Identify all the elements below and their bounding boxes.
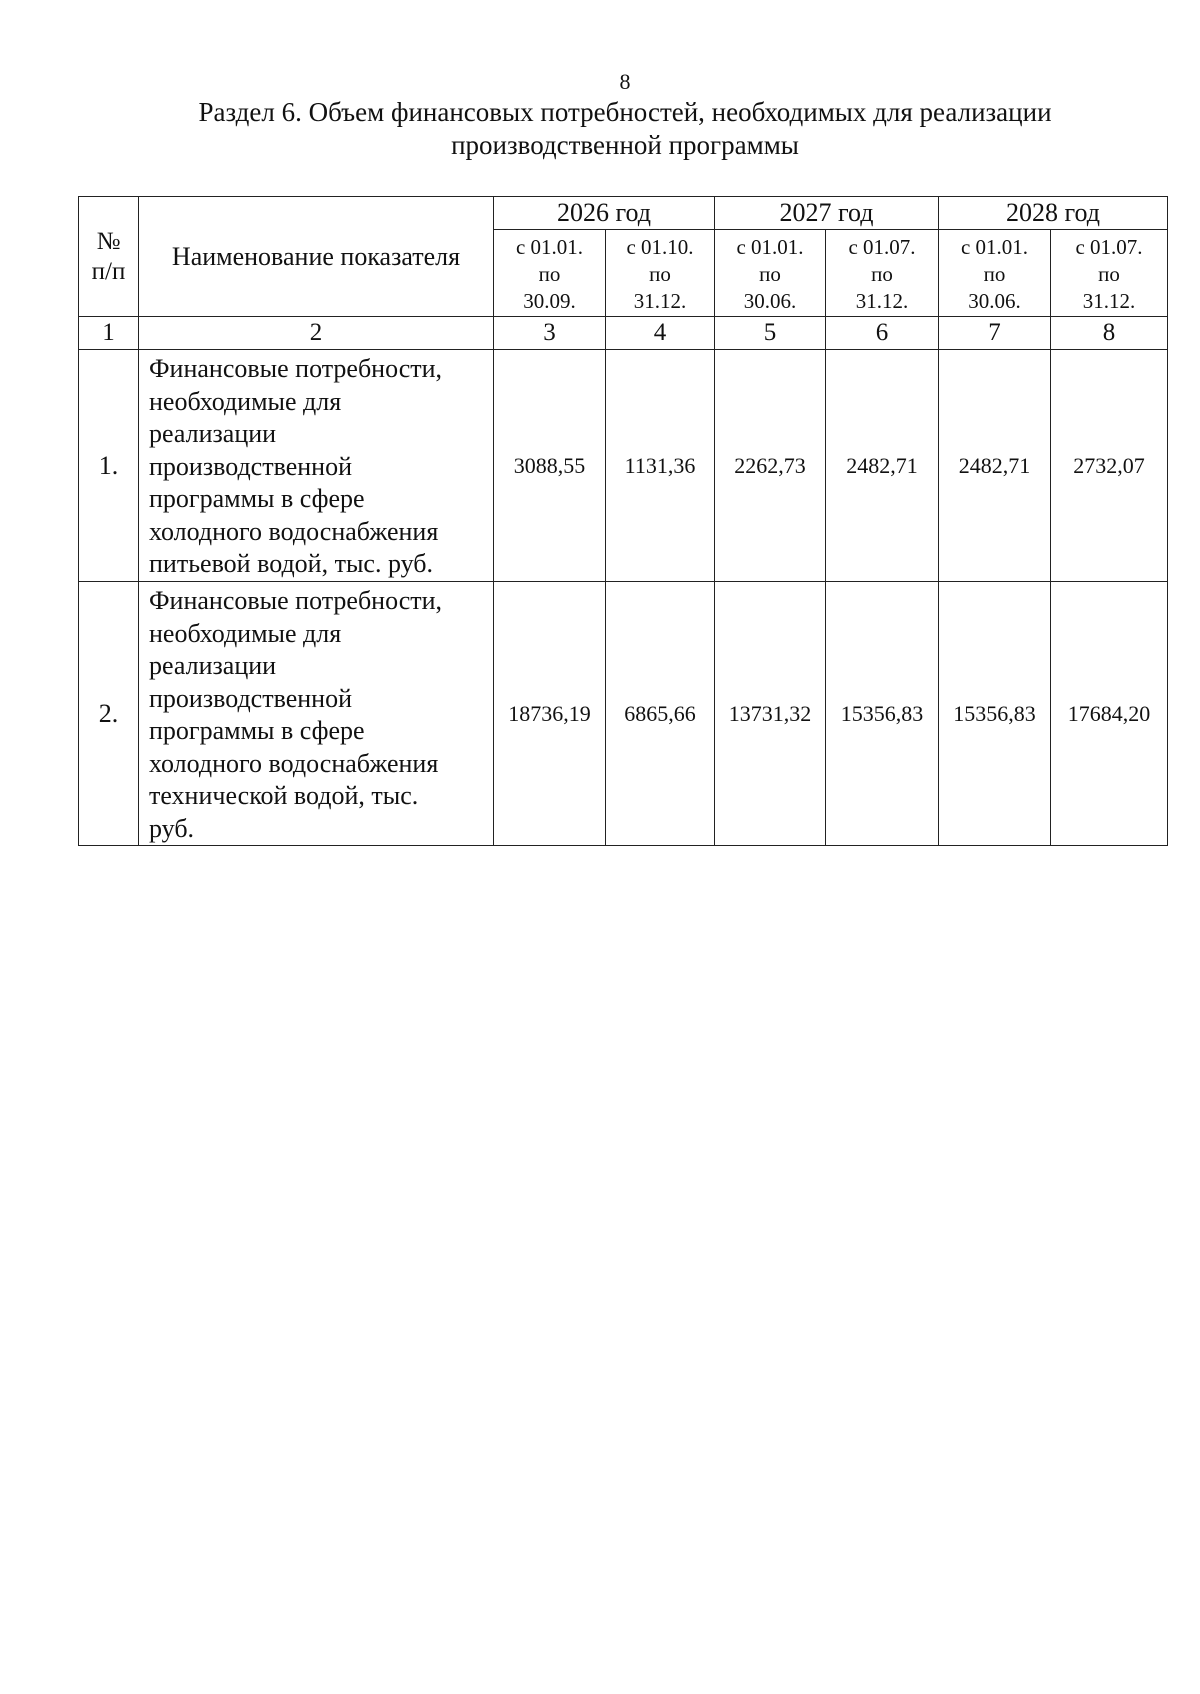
header-period: [826, 230, 939, 317]
header-year: 2027 год: [715, 197, 939, 230]
period-line: с 01.10.: [626, 234, 694, 259]
period-line: по: [759, 261, 781, 286]
indicator-name-line: реализации: [149, 651, 277, 680]
indicator-name-line: Финансовые потребности,: [149, 354, 443, 383]
indicator-name-line: холодного водоснабжения: [149, 748, 439, 778]
header-year: 2026 год: [494, 197, 715, 230]
period-line: 31.12.: [1082, 288, 1136, 313]
indicator-name-line: производственной: [149, 451, 352, 481]
column-number: 1: [79, 317, 139, 350]
period-line: 30.09.: [523, 288, 576, 313]
period-line: по: [649, 261, 671, 286]
indicator-name-line: программы в сфере: [149, 716, 365, 745]
value-cell: 2482,71: [826, 350, 939, 582]
table-row: [79, 582, 1168, 846]
period-line: 31.12.: [855, 288, 909, 313]
column-number: 7: [939, 317, 1051, 350]
column-number: 3: [494, 317, 606, 350]
value-cell: 2482,71: [939, 350, 1051, 582]
indicator-name-line: холодного водоснабжения: [149, 516, 439, 546]
value-cell: 17684,20: [1051, 582, 1168, 846]
indicator-name-line: Финансовые потребности,: [149, 586, 443, 615]
value-cell: 6865,66: [606, 582, 715, 846]
period-line: с 01.07.: [848, 234, 916, 259]
page-number: 8: [619, 69, 631, 94]
period-line: с 01.01.: [960, 234, 1029, 259]
table-row: [79, 350, 1168, 582]
period-line: по: [983, 261, 1006, 286]
column-number-row: [79, 317, 1168, 350]
section-title-line: Раздел 6. Объем финансовых потребностей, необходимых для реализации: [198, 97, 1052, 127]
row-index: 2.: [79, 582, 139, 846]
header-number-line: №: [96, 227, 121, 255]
header-period: [939, 230, 1051, 317]
period-line: по: [1098, 261, 1120, 286]
value-cell: 1131,36: [606, 350, 715, 582]
period-line: 31.12.: [633, 288, 687, 313]
header-indicator-name: Наименование показателя: [139, 197, 494, 317]
value-cell: 15356,83: [939, 582, 1051, 846]
period-line: 30.06.: [743, 288, 797, 313]
column-number: 4: [606, 317, 715, 350]
header-year: 2028 год: [939, 197, 1168, 230]
indicator-name-line: реализации: [149, 419, 277, 448]
column-number: 8: [1051, 317, 1168, 350]
value-cell: 15356,83: [826, 582, 939, 846]
indicator-name: [139, 350, 494, 582]
indicator-name-line: производственной: [149, 683, 352, 713]
section-title-line: производственной программы: [451, 130, 799, 160]
header-period: [715, 230, 826, 317]
value-cell: 18736,19: [494, 582, 606, 846]
value-cell: 2732,07: [1051, 350, 1168, 582]
column-number: 6: [826, 317, 939, 350]
indicator-name-line: необходимые для: [149, 618, 342, 648]
period-line: с 01.01.: [736, 234, 804, 259]
indicator-name-line: руб.: [149, 813, 195, 843]
financial-needs-table: [78, 196, 1168, 846]
header-row-years: [79, 197, 1168, 230]
indicator-name-line: программы в сфере: [149, 484, 365, 513]
header-period: [606, 230, 715, 317]
section-title: [120, 96, 1130, 162]
header-number: [79, 197, 139, 317]
column-number: 2: [139, 317, 494, 350]
period-line: по: [538, 261, 561, 286]
value-cell: 3088,55: [494, 350, 606, 582]
indicator-name-line: технической водой, тыс.: [149, 781, 419, 810]
header-number-line: п/п: [91, 257, 126, 285]
period-line: с 01.07.: [1075, 234, 1143, 259]
value-cell: 13731,32: [715, 582, 826, 846]
column-number: 5: [715, 317, 826, 350]
header-period: [494, 230, 606, 317]
period-line: 30.06.: [968, 288, 1021, 313]
period-line: с 01.01.: [515, 234, 584, 259]
indicator-name-line: питьевой водой, тыс. руб.: [149, 549, 434, 578]
header-period: [1051, 230, 1168, 317]
value-cell: 2262,73: [715, 350, 826, 582]
indicator-name: [139, 582, 494, 846]
indicator-name-line: необходимые для: [149, 386, 342, 416]
row-index: 1.: [79, 350, 139, 582]
period-line: по: [871, 261, 893, 286]
